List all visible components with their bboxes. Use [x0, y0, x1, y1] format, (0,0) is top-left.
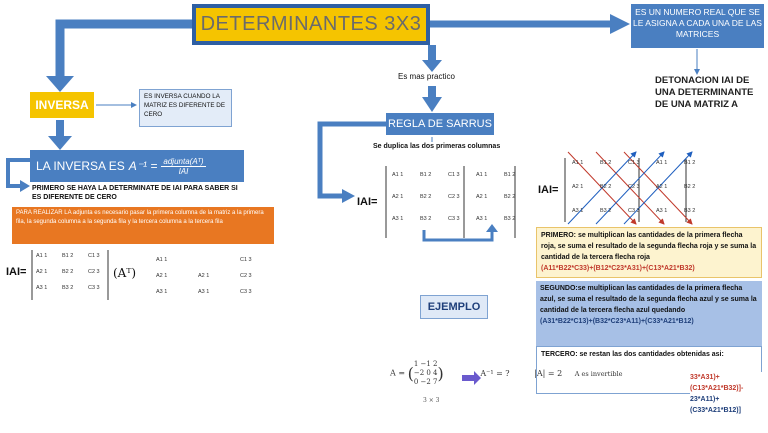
matrix-cell: C1 3	[628, 160, 640, 166]
formula-lhs: A⁻¹ =	[128, 159, 158, 173]
matrix-cell: C1 3	[240, 257, 252, 263]
tercero-formula	[690, 372, 768, 416]
matrix-cell: B2 2	[504, 194, 516, 200]
inversa-iai-label: IAI=	[6, 266, 27, 278]
example-row: −2 0 4	[413, 369, 438, 377]
matrix-cell: A1 1	[36, 253, 48, 259]
matrix-cell: B2 2	[600, 184, 612, 190]
formula-numerator: adjunta(Aᵀ)	[163, 156, 204, 166]
tercero-text: se restan las dos cantidades obtenidas asi:	[577, 351, 724, 358]
matrix-cell: B2 2	[420, 194, 432, 200]
matrix-cell: C3 3	[240, 289, 252, 295]
matrix-cell: B3 2	[62, 285, 74, 291]
example-inverse: A⁻¹ = ?	[480, 368, 510, 378]
matrix-cell: B3 2	[600, 208, 612, 214]
matrix-cell: B2 2	[62, 269, 74, 275]
sarrus-iai-label: IAI=	[357, 196, 378, 208]
inversa-primero: PRIMERO SE HAYA LA DETERMINATE DE IAI PARA SABER SI ES DIFERENTE DE CERO	[32, 185, 238, 201]
matrix-cell: B1 2	[504, 172, 516, 178]
detonacion-text: DETONACION IAI DE UNA DETERMINANTE DE UNA MATRIZ A	[655, 75, 754, 110]
example-invertible: A es invertible	[574, 369, 623, 378]
matrix-cell: B1 2	[600, 160, 612, 166]
example-det: |A| = 2	[534, 368, 563, 378]
step-segundo	[536, 281, 762, 347]
matrix-cell: A2 1	[572, 184, 584, 190]
formula-text: LA INVERSA ES	[36, 159, 125, 173]
step-primero	[536, 227, 762, 278]
example-row: 0 −2 7	[413, 378, 438, 386]
ejemplo-box: EJEMPLO	[420, 295, 488, 319]
mas-practico-label: Es mas practico	[398, 72, 455, 81]
matrix-cell: A3 1	[656, 208, 668, 214]
duplica-label: Se duplica las dos primeras columnas	[373, 143, 501, 150]
matrix-cell: C3 3	[628, 208, 640, 214]
matrix-cell: A2 1	[198, 273, 210, 279]
arrow-to-inversa	[60, 24, 192, 78]
matrix-cell: A3 1	[36, 285, 48, 291]
matrix-cell: A3 1	[572, 208, 584, 214]
matrix-cell: C2 3	[628, 184, 640, 190]
formula-denominator: IAI	[178, 166, 189, 176]
page-title: DETERMINANTES 3X3	[196, 8, 426, 41]
primero-text: se multiplican las cantidades de la primera flecha roja, se suma el resultado de la segunda flecha roja y se suma la cantidad de la tercera flecha roja	[541, 232, 757, 261]
matrix-cell: A1 1	[156, 257, 168, 263]
definition-box: ES UN NUMERO REAL QUE SE LE ASIGNA A CADA UNA DE LAS MATRICES	[631, 4, 764, 48]
transpose-label: (Aᵀ)	[113, 266, 137, 280]
matrix-cell: C3 3	[88, 285, 100, 291]
matrix-cell: A1 1	[476, 172, 488, 178]
example-matrix	[414, 360, 438, 387]
matrix-cell: A3 1	[198, 289, 210, 295]
segundo-text: se multiplican las cantidades de la primera flecha azul, se suma el resultado de la segunda flecha azul y se suma la cantidad de la tercera flecha azul quedando	[540, 285, 757, 314]
inversa-box: INVERSA	[30, 92, 94, 118]
matrix-cell: A2 1	[36, 269, 48, 275]
matrix-cell: A3 1	[156, 289, 168, 295]
matrix-cell: C3 3	[448, 216, 460, 222]
matrix-cell: B1 2	[62, 253, 74, 259]
matrix-cell: C2 3	[88, 269, 100, 275]
arrows-iai-label: IAI=	[538, 184, 559, 196]
inversa-formula-box	[30, 150, 244, 182]
formula-fraction	[161, 157, 205, 176]
matrix-cell: A2 1	[476, 194, 488, 200]
matrix-cell: A2 1	[392, 194, 404, 200]
tercero-formula-b: 23*A11)+(C33*A21*B12)]	[690, 396, 741, 414]
tercero-lead: TERCERO:	[541, 351, 578, 358]
matrix-cell: B3 2	[420, 216, 432, 222]
matrix-cell: C1 3	[448, 172, 460, 178]
example-a-label: A =	[390, 368, 406, 378]
matrix-cell: A1 1	[572, 160, 584, 166]
example-equation: A = (1 −1 2 −2 0 4 0 −2 7) A⁻¹ = ? |A| = 2 A es invertible	[390, 360, 623, 386]
tercero-formula-a: 33*A31)+(C13*A21*B32)]-	[690, 374, 744, 392]
matrix-cell: C2 3	[448, 194, 460, 200]
matrix-cell: A2 1	[156, 273, 168, 279]
matrix-cell: B1 2	[420, 172, 432, 178]
primero-formula: (A11*B22*C33)+(B12*C23*A31)+(C13*A21*B32)	[541, 265, 695, 272]
matrix-cell: A1 1	[656, 160, 668, 166]
matrix-cell: B3 2	[684, 208, 696, 214]
matrix-cell: B2 2	[684, 184, 696, 190]
matrix-cell: C2 3	[240, 273, 252, 279]
example-dims: 3 × 3	[423, 397, 440, 404]
segundo-lead: SEGUNDO:	[540, 285, 578, 292]
segundo-formula: (A31*B22*C13)+(B32*C23*A11)+(C33*A21*B12)	[540, 318, 694, 325]
matrix-cell: A3 1	[392, 216, 404, 222]
matrix-cell: B1 2	[684, 160, 696, 166]
matrix-cell: C1 3	[88, 253, 100, 259]
sarrus-box: REGLA DE SARRUS	[386, 113, 494, 135]
example-row: 1 −1 2	[413, 360, 438, 368]
inversa-note: ES INVERSA CUANDO LA MATRIZ ES DIFERENTE DE CERO	[139, 89, 232, 127]
matrix-cell: A3 1	[476, 216, 488, 222]
adjunta-note: PARA REALIZAR LA adjunta es necesario pasar la primera columna de la matriz a la primera fila, la segunda columna a la segunda fila y la tercera columna a la tercera fila	[12, 207, 274, 244]
matrix-cell: A1 1	[392, 172, 404, 178]
primero-lead: PRIMERO:	[541, 232, 576, 239]
matrix-cell: A2 1	[656, 184, 668, 190]
matrix-cell: B3 2	[504, 216, 516, 222]
title-box	[192, 4, 430, 45]
